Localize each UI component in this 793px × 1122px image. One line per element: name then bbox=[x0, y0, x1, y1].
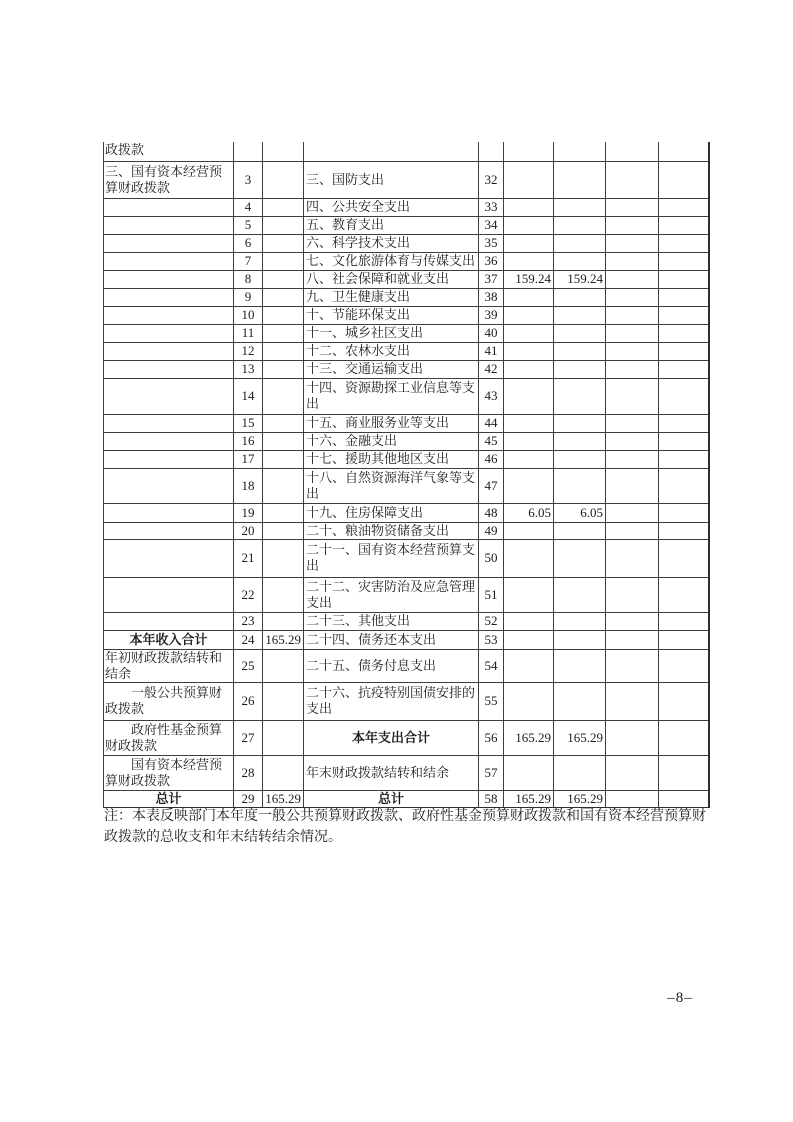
cell-v2 bbox=[554, 450, 606, 468]
cell-v2 bbox=[554, 577, 606, 612]
cell-v4 bbox=[659, 630, 709, 649]
cell-v3 bbox=[606, 432, 659, 450]
table-row-22 bbox=[104, 612, 709, 630]
cell-v3 bbox=[606, 720, 659, 755]
table-row-28 bbox=[104, 790, 709, 807]
cell-v3 bbox=[606, 649, 659, 682]
cell-v4 bbox=[659, 342, 709, 360]
cell-right_label: 本年支出合计 bbox=[304, 720, 479, 755]
table-row-21 bbox=[104, 577, 709, 612]
cell-v3 bbox=[606, 198, 659, 216]
cell-v2 bbox=[554, 630, 606, 649]
cell-v1 bbox=[504, 360, 554, 378]
cell-v4 bbox=[659, 234, 709, 252]
cell-left_no: 23 bbox=[234, 612, 263, 630]
cell-v4 bbox=[659, 161, 709, 198]
cell-left_no: 28 bbox=[234, 755, 263, 790]
cell-right_no bbox=[479, 142, 504, 161]
cell-left_val: 165.29 bbox=[263, 790, 304, 807]
cell-v2 bbox=[554, 522, 606, 539]
cell-right_no: 38 bbox=[479, 288, 504, 306]
cell-left_no: 11 bbox=[234, 324, 263, 342]
cell-left_no: 12 bbox=[234, 342, 263, 360]
cell-left_label bbox=[104, 378, 234, 414]
cell-left_label bbox=[104, 252, 234, 270]
cell-left_no: 10 bbox=[234, 306, 263, 324]
cell-v4 bbox=[659, 612, 709, 630]
cell-left_label bbox=[104, 468, 234, 503]
cell-left_val bbox=[263, 234, 304, 252]
cell-v3 bbox=[606, 414, 659, 432]
cell-right_no: 45 bbox=[479, 432, 504, 450]
cell-right_no: 53 bbox=[479, 630, 504, 649]
cell-v3 bbox=[606, 161, 659, 198]
table-row-11 bbox=[104, 342, 709, 360]
table-row-14 bbox=[104, 414, 709, 432]
cell-v3 bbox=[606, 142, 659, 161]
cell-v4 bbox=[659, 649, 709, 682]
table-row-9 bbox=[104, 306, 709, 324]
table-row-15 bbox=[104, 432, 709, 450]
cell-left_label bbox=[104, 539, 234, 577]
cell-v1 bbox=[504, 414, 554, 432]
cell-left_val bbox=[263, 324, 304, 342]
cell-left_no: 25 bbox=[234, 649, 263, 682]
cell-v2 bbox=[554, 216, 606, 234]
cell-v1: 159.24 bbox=[504, 270, 554, 288]
cell-v4 bbox=[659, 450, 709, 468]
table-row-7 bbox=[104, 270, 709, 288]
cell-v1 bbox=[504, 234, 554, 252]
cell-left_no: 22 bbox=[234, 577, 263, 612]
cell-left_val bbox=[263, 720, 304, 755]
cell-right_no: 57 bbox=[479, 755, 504, 790]
cell-left_val bbox=[263, 577, 304, 612]
cell-v1 bbox=[504, 216, 554, 234]
cell-v3 bbox=[606, 503, 659, 522]
table-row-18 bbox=[104, 503, 709, 522]
cell-right_label: 十一、城乡社区支出 bbox=[304, 324, 479, 342]
cell-right_label: 二十三、其他支出 bbox=[304, 612, 479, 630]
cell-v2 bbox=[554, 612, 606, 630]
cell-v4 bbox=[659, 720, 709, 755]
cell-v4 bbox=[659, 790, 709, 807]
cell-left_val bbox=[263, 216, 304, 234]
cell-v3 bbox=[606, 342, 659, 360]
cell-right_no: 50 bbox=[479, 539, 504, 577]
cell-left_val: 165.29 bbox=[263, 630, 304, 649]
cell-v4 bbox=[659, 468, 709, 503]
cell-right_no: 37 bbox=[479, 270, 504, 288]
cell-left_val bbox=[263, 161, 304, 198]
cell-left_val bbox=[263, 378, 304, 414]
cell-left_no: 13 bbox=[234, 360, 263, 378]
cell-left_label bbox=[104, 342, 234, 360]
cell-left_no: 8 bbox=[234, 270, 263, 288]
cell-v2 bbox=[554, 468, 606, 503]
cell-right_no: 39 bbox=[479, 306, 504, 324]
cell-right_no: 55 bbox=[479, 682, 504, 720]
cell-left_val bbox=[263, 252, 304, 270]
cell-left_val bbox=[263, 755, 304, 790]
table-row-17 bbox=[104, 468, 709, 503]
cell-v2 bbox=[554, 649, 606, 682]
cell-left_no: 14 bbox=[234, 378, 263, 414]
cell-left_val bbox=[263, 142, 304, 161]
cell-left_no: 20 bbox=[234, 522, 263, 539]
cell-right_label: 八、社会保障和就业支出 bbox=[304, 270, 479, 288]
cell-left_label: 政府性基金预算财政拨款 bbox=[104, 720, 234, 755]
cell-right_no: 54 bbox=[479, 649, 504, 682]
cell-right_label: 年末财政拨款结转和结余 bbox=[304, 755, 479, 790]
cell-left_label bbox=[104, 414, 234, 432]
cell-left_val bbox=[263, 360, 304, 378]
cell-v1: 165.29 bbox=[504, 720, 554, 755]
cell-v3 bbox=[606, 234, 659, 252]
table-row-1 bbox=[104, 142, 709, 161]
budget-summary-table bbox=[103, 142, 710, 808]
cell-right_label: 四、公共安全支出 bbox=[304, 198, 479, 216]
cell-right_no: 43 bbox=[479, 378, 504, 414]
cell-left_val bbox=[263, 414, 304, 432]
cell-v2 bbox=[554, 198, 606, 216]
cell-v1 bbox=[504, 288, 554, 306]
cell-left_val bbox=[263, 288, 304, 306]
cell-left_no: 7 bbox=[234, 252, 263, 270]
table-row-23 bbox=[104, 630, 709, 649]
cell-right_no: 42 bbox=[479, 360, 504, 378]
cell-v2 bbox=[554, 234, 606, 252]
cell-left_label bbox=[104, 577, 234, 612]
cell-left_label bbox=[104, 360, 234, 378]
cell-left_label: 总计 bbox=[104, 790, 234, 807]
cell-v3 bbox=[606, 468, 659, 503]
cell-right_no: 47 bbox=[479, 468, 504, 503]
cell-left_label bbox=[104, 270, 234, 288]
cell-v4 bbox=[659, 414, 709, 432]
cell-v1 bbox=[504, 468, 554, 503]
cell-v4 bbox=[659, 682, 709, 720]
cell-v2 bbox=[554, 378, 606, 414]
cell-v4 bbox=[659, 577, 709, 612]
cell-v2: 159.24 bbox=[554, 270, 606, 288]
cell-left_label bbox=[104, 234, 234, 252]
cell-v4 bbox=[659, 216, 709, 234]
cell-left_label bbox=[104, 198, 234, 216]
cell-left_no: 16 bbox=[234, 432, 263, 450]
cell-left_no: 24 bbox=[234, 630, 263, 649]
budget-table-body bbox=[104, 142, 709, 807]
cell-left_label bbox=[104, 216, 234, 234]
cell-v2 bbox=[554, 432, 606, 450]
cell-left_val bbox=[263, 468, 304, 503]
cell-v2 bbox=[554, 414, 606, 432]
cell-v3 bbox=[606, 539, 659, 577]
cell-right_label: 十八、自然资源海洋气象等支出 bbox=[304, 468, 479, 503]
cell-v3 bbox=[606, 612, 659, 630]
cell-v4 bbox=[659, 324, 709, 342]
table-row-26 bbox=[104, 720, 709, 755]
cell-left_val bbox=[263, 612, 304, 630]
cell-right_label: 总计 bbox=[304, 790, 479, 807]
cell-right_label: 二十六、抗疫特别国债安排的支出 bbox=[304, 682, 479, 720]
table-row-5 bbox=[104, 234, 709, 252]
cell-left_label: 政拨款 bbox=[104, 142, 234, 161]
cell-left_no: 21 bbox=[234, 539, 263, 577]
cell-left_label bbox=[104, 288, 234, 306]
cell-right_label: 七、文化旅游体育与传媒支出 bbox=[304, 252, 479, 270]
cell-v1 bbox=[504, 324, 554, 342]
cell-left_label bbox=[104, 503, 234, 522]
cell-left_no: 5 bbox=[234, 216, 263, 234]
cell-right_label: 十、节能环保支出 bbox=[304, 306, 479, 324]
cell-v4 bbox=[659, 142, 709, 161]
table-row-16 bbox=[104, 450, 709, 468]
cell-left_val bbox=[263, 522, 304, 539]
table-row-3 bbox=[104, 198, 709, 216]
table-row-25 bbox=[104, 682, 709, 720]
cell-v1 bbox=[504, 198, 554, 216]
cell-left_val bbox=[263, 682, 304, 720]
cell-right_no: 35 bbox=[479, 234, 504, 252]
cell-left_val bbox=[263, 306, 304, 324]
cell-right_no: 33 bbox=[479, 198, 504, 216]
cell-v1 bbox=[504, 306, 554, 324]
cell-left_val bbox=[263, 539, 304, 577]
table-row-6 bbox=[104, 252, 709, 270]
cell-v3 bbox=[606, 450, 659, 468]
cell-v4 bbox=[659, 270, 709, 288]
cell-right_label: 十六、金融支出 bbox=[304, 432, 479, 450]
cell-left_label bbox=[104, 432, 234, 450]
cell-right_no: 49 bbox=[479, 522, 504, 539]
cell-v3 bbox=[606, 378, 659, 414]
cell-left_no: 19 bbox=[234, 503, 263, 522]
table-row-19 bbox=[104, 522, 709, 539]
cell-left_label bbox=[104, 306, 234, 324]
table-row-27 bbox=[104, 755, 709, 790]
cell-right_no: 40 bbox=[479, 324, 504, 342]
cell-right_no: 36 bbox=[479, 252, 504, 270]
cell-right_no: 56 bbox=[479, 720, 504, 755]
cell-v2: 6.05 bbox=[554, 503, 606, 522]
cell-left_no: 6 bbox=[234, 234, 263, 252]
cell-right_label: 十二、农林水支出 bbox=[304, 342, 479, 360]
cell-v4 bbox=[659, 198, 709, 216]
cell-v4 bbox=[659, 252, 709, 270]
cell-left_label: 三、国有资本经营预算财政拨款 bbox=[104, 161, 234, 198]
cell-v1 bbox=[504, 161, 554, 198]
cell-v1: 165.29 bbox=[504, 790, 554, 807]
cell-left_label bbox=[104, 324, 234, 342]
cell-left_val bbox=[263, 649, 304, 682]
cell-v2 bbox=[554, 324, 606, 342]
cell-v4 bbox=[659, 432, 709, 450]
cell-right_label: 二十二、灾害防治及应急管理支出 bbox=[304, 577, 479, 612]
cell-v1 bbox=[504, 252, 554, 270]
cell-right_no: 41 bbox=[479, 342, 504, 360]
cell-left_no: 17 bbox=[234, 450, 263, 468]
cell-right_label: 二十五、债务付息支出 bbox=[304, 649, 479, 682]
cell-right_no: 44 bbox=[479, 414, 504, 432]
cell-v1 bbox=[504, 450, 554, 468]
cell-v2: 165.29 bbox=[554, 720, 606, 755]
cell-v1 bbox=[504, 612, 554, 630]
cell-v3 bbox=[606, 288, 659, 306]
cell-left_no: 15 bbox=[234, 414, 263, 432]
cell-left_no: 4 bbox=[234, 198, 263, 216]
cell-v4 bbox=[659, 306, 709, 324]
cell-left_no: 27 bbox=[234, 720, 263, 755]
cell-v2 bbox=[554, 252, 606, 270]
cell-right_label: 十九、住房保障支出 bbox=[304, 503, 479, 522]
table-row-20 bbox=[104, 539, 709, 577]
cell-v1 bbox=[504, 682, 554, 720]
cell-v4 bbox=[659, 755, 709, 790]
cell-v3 bbox=[606, 522, 659, 539]
table-row-24 bbox=[104, 649, 709, 682]
cell-v3 bbox=[606, 360, 659, 378]
cell-v3 bbox=[606, 577, 659, 612]
cell-v4 bbox=[659, 288, 709, 306]
table-row-10 bbox=[104, 324, 709, 342]
cell-left_label bbox=[104, 450, 234, 468]
cell-right_no: 48 bbox=[479, 503, 504, 522]
cell-v2 bbox=[554, 306, 606, 324]
cell-left_no: 3 bbox=[234, 161, 263, 198]
cell-v4 bbox=[659, 503, 709, 522]
cell-right_no: 46 bbox=[479, 450, 504, 468]
cell-v1: 6.05 bbox=[504, 503, 554, 522]
cell-right_label: 十七、援助其他地区支出 bbox=[304, 450, 479, 468]
cell-v1 bbox=[504, 630, 554, 649]
cell-v3 bbox=[606, 216, 659, 234]
cell-right_no: 32 bbox=[479, 161, 504, 198]
cell-v2 bbox=[554, 161, 606, 198]
cell-v3 bbox=[606, 630, 659, 649]
cell-v3 bbox=[606, 790, 659, 807]
table-row-2 bbox=[104, 161, 709, 198]
cell-left_val bbox=[263, 432, 304, 450]
cell-left_label bbox=[104, 612, 234, 630]
cell-right_label: 二十四、债务还本支出 bbox=[304, 630, 479, 649]
table-note: 注：本表反映部门本年度一般公共预算财政拨款、政府性基金预算财政拨款和国有资本经营预算财政拨款的总收支和年末结转结余情况。 bbox=[104, 809, 706, 845]
cell-v3 bbox=[606, 306, 659, 324]
cell-right_label: 十五、商业服务业等支出 bbox=[304, 414, 479, 432]
cell-right_label: 九、卫生健康支出 bbox=[304, 288, 479, 306]
cell-left_no: 18 bbox=[234, 468, 263, 503]
cell-v3 bbox=[606, 755, 659, 790]
cell-v1 bbox=[504, 539, 554, 577]
cell-left_val bbox=[263, 450, 304, 468]
cell-right_label: 十三、交通运输支出 bbox=[304, 360, 479, 378]
cell-v1 bbox=[504, 649, 554, 682]
cell-left_val bbox=[263, 503, 304, 522]
cell-right_no: 51 bbox=[479, 577, 504, 612]
cell-left_label: 一般公共预算财政拨款 bbox=[104, 682, 234, 720]
cell-v2 bbox=[554, 682, 606, 720]
cell-left_label: 年初财政拨款结转和结余 bbox=[104, 649, 234, 682]
cell-v3 bbox=[606, 682, 659, 720]
table-row-8 bbox=[104, 288, 709, 306]
cell-right_label: 二十、粮油物资储备支出 bbox=[304, 522, 479, 539]
cell-v1 bbox=[504, 577, 554, 612]
cell-v2 bbox=[554, 360, 606, 378]
cell-left_val bbox=[263, 198, 304, 216]
table-row-12 bbox=[104, 360, 709, 378]
cell-left_val bbox=[263, 342, 304, 360]
cell-right_label: 十四、资源勘探工业信息等支出 bbox=[304, 378, 479, 414]
table-row-13 bbox=[104, 378, 709, 414]
cell-v4 bbox=[659, 522, 709, 539]
cell-left_label: 本年收入合计 bbox=[104, 630, 234, 649]
cell-v1 bbox=[504, 378, 554, 414]
cell-left_no: 29 bbox=[234, 790, 263, 807]
cell-right_label: 三、国防支出 bbox=[304, 161, 479, 198]
cell-left_val bbox=[263, 270, 304, 288]
cell-v2 bbox=[554, 539, 606, 577]
cell-v1 bbox=[504, 142, 554, 161]
cell-left_label bbox=[104, 522, 234, 539]
cell-v4 bbox=[659, 360, 709, 378]
table-row-4 bbox=[104, 216, 709, 234]
cell-v3 bbox=[606, 270, 659, 288]
cell-v4 bbox=[659, 378, 709, 414]
cell-right_label: 二十一、国有资本经营预算支出 bbox=[304, 539, 479, 577]
cell-v3 bbox=[606, 252, 659, 270]
cell-v2 bbox=[554, 342, 606, 360]
cell-left_no: 26 bbox=[234, 682, 263, 720]
cell-v4 bbox=[659, 539, 709, 577]
cell-v2 bbox=[554, 288, 606, 306]
cell-v2 bbox=[554, 755, 606, 790]
cell-right_no: 58 bbox=[479, 790, 504, 807]
cell-v1 bbox=[504, 522, 554, 539]
cell-v3 bbox=[606, 324, 659, 342]
cell-right_label bbox=[304, 142, 479, 161]
cell-left_label: 国有资本经营预算财政拨款 bbox=[104, 755, 234, 790]
page-number: –8– bbox=[667, 990, 693, 1006]
cell-v2: 165.29 bbox=[554, 790, 606, 807]
cell-right_label: 五、教育支出 bbox=[304, 216, 479, 234]
cell-left_no bbox=[234, 142, 263, 161]
cell-v1 bbox=[504, 342, 554, 360]
cell-v1 bbox=[504, 755, 554, 790]
cell-right_no: 34 bbox=[479, 216, 504, 234]
cell-right_label: 六、科学技术支出 bbox=[304, 234, 479, 252]
cell-v2 bbox=[554, 142, 606, 161]
cell-v1 bbox=[504, 432, 554, 450]
cell-left_no: 9 bbox=[234, 288, 263, 306]
cell-right_no: 52 bbox=[479, 612, 504, 630]
